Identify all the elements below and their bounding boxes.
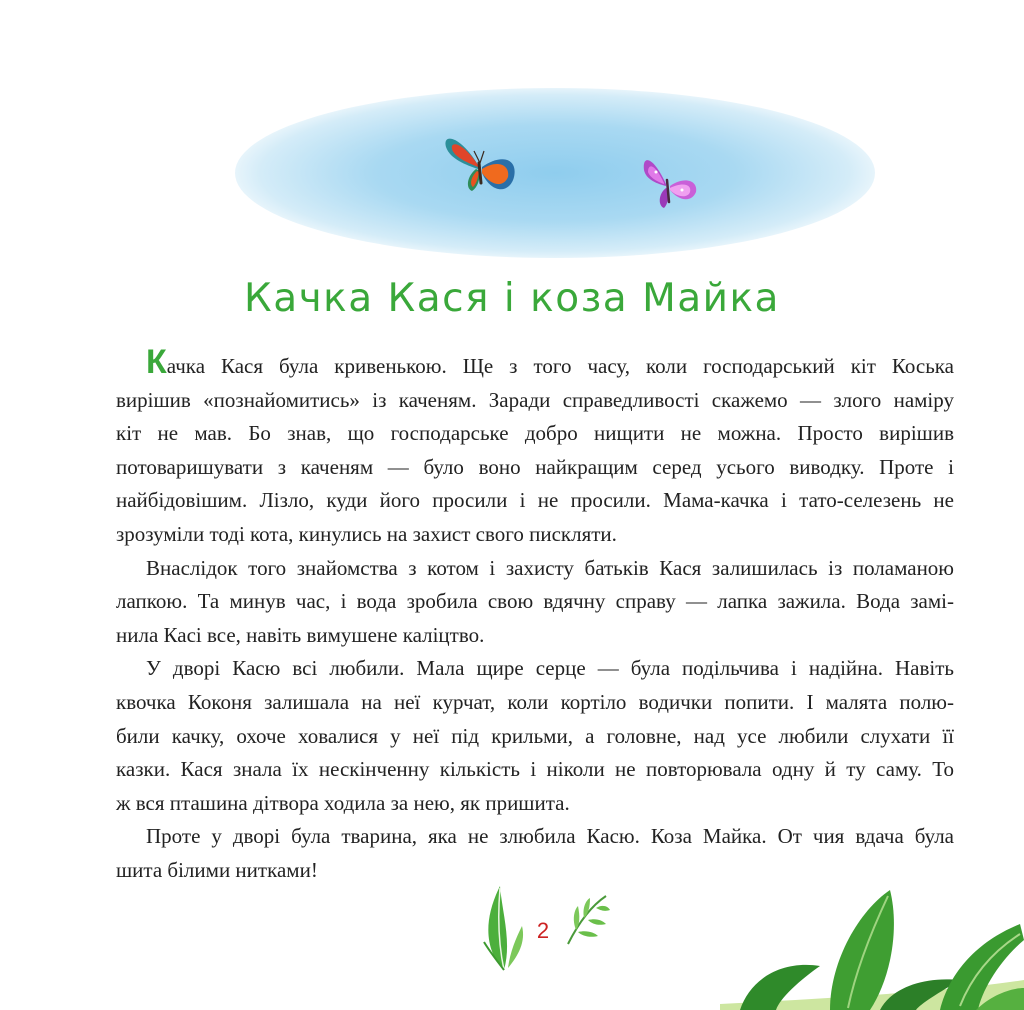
drop-cap-letter: К — [146, 343, 167, 381]
leaf-icon — [478, 882, 530, 974]
text-line: У дворі Касю всі любили. Мала щире серце — була подільчива і надійна. Навіть — [146, 656, 954, 681]
text-line: ачка Кася була кривенькою. Ще з того часу, коли господарський кіт Коська — [166, 354, 954, 378]
fern-leaf-icon — [562, 888, 610, 948]
text-line: Проте у дворі була тварина, яка не злюбила Касю. Коза Майка. От чия вдача була — [146, 824, 954, 849]
text-line: Внаслідок того знайомства з котом і захисту батьків Кася залишилась із поламаною — [146, 555, 954, 580]
orange-butterfly-icon — [440, 125, 520, 200]
paragraph-4 — [116, 820, 954, 887]
text-line: лапкою. Та минув час, і вода зробила свою вдячну справу — лапка зажила. Вода замі- — [116, 589, 954, 614]
text-line: кіт не мав. Бо знав, що господарське добро нищити не можна. Просто вирішив — [116, 421, 954, 446]
text-line: шита білими нитками! — [116, 857, 318, 882]
text-line: били качку, охоче ховалися у неї під крильми, а головне, над усе любили слухати її — [116, 723, 954, 748]
text-line: квочка Коконя залишала на неї курчат, коли кортіло водички попити. І малята полю- — [116, 689, 954, 714]
text-line: ж вся пташина дітвора ходила за нею, як пришита. — [116, 790, 570, 815]
page-number: 2 — [536, 918, 550, 943]
text-line: вирішив «познайомитись» із каченям. Заради справедливості скажемо — злого наміру — [116, 387, 954, 412]
text-line: зрозуміли тоді кота, кинулись на захист свого пискляти. — [116, 521, 617, 546]
pink-butterfly-icon — [636, 150, 702, 214]
paragraph-2 — [116, 552, 954, 653]
text-line: нила Касі все, навіть вимушене каліцтво. — [116, 622, 485, 647]
sky-cloud-background — [235, 88, 875, 258]
story-text — [116, 345, 954, 888]
text-line: казки. Кася знала їх нескінченну кількість і ніколи не повторювала одну й ту саму. То — [116, 757, 954, 782]
text-line: найбідовішим. Лізло, куди його просили і не просили. Мама-качка і тато-селезень не — [116, 488, 954, 513]
plant-leaves-decoration — [720, 880, 1024, 1010]
page-title: Качка Кася і коза Майка — [244, 276, 780, 321]
paragraph-3 — [116, 652, 954, 820]
paragraph-1 — [116, 345, 954, 552]
text-line: потоваришувати з каченям — було воно найкращим серед усього виводку. Проте і — [116, 454, 954, 479]
